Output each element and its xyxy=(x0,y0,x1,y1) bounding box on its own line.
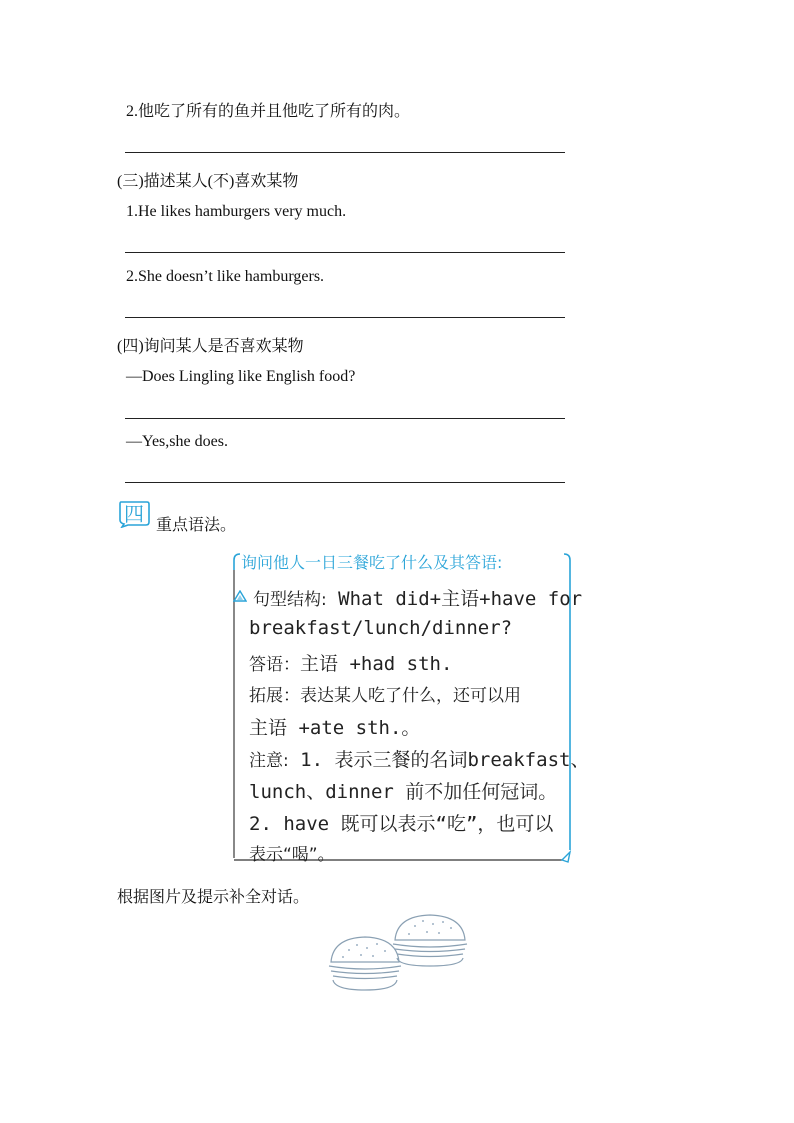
structure-label: 句型结构: xyxy=(253,590,327,610)
note-line-1 xyxy=(249,745,589,772)
section-4-question: —Does Lingling like English food? xyxy=(126,368,356,385)
triangle-bullet-icon xyxy=(233,590,247,602)
item-2-sentence: 2.他吃了所有的鱼并且他吃了所有的肉。 xyxy=(126,103,411,120)
section-3-heading: (三)描述某人(不)喜欢某物 xyxy=(117,173,299,190)
structure-line-2: breakfast/lunch/dinner? xyxy=(249,617,513,639)
note-label: 注意: xyxy=(249,751,289,771)
note-1-text-1: 1. 表示三餐的名词breakfast、 xyxy=(288,749,590,771)
extend-line-2: 主语 +ate sth.。 xyxy=(249,717,421,739)
answer-text: 主语 +had sth. xyxy=(300,653,453,675)
section-3-item-1: 1.He likes hamburgers very much. xyxy=(126,203,347,220)
answer-line-row xyxy=(249,649,452,676)
structure-text-1: What did+主语+have for xyxy=(326,588,583,610)
answer-line xyxy=(125,252,565,253)
structure-line-1 xyxy=(253,584,582,611)
answer-line xyxy=(125,317,565,318)
answer-line xyxy=(125,152,565,153)
grammar-heading: 重点语法。 xyxy=(156,517,237,534)
answer-line xyxy=(125,482,565,483)
badge-label: 四 xyxy=(124,502,144,526)
grammar-box-title: 询问他人一日三餐吃了什么及其答语: xyxy=(241,553,503,572)
answer-line xyxy=(125,418,565,419)
note-line-2: lunch、dinner 前不加任何冠词。 xyxy=(249,781,558,803)
section-4-heading: (四)询问某人是否喜欢某物 xyxy=(117,338,304,355)
section-4-answer: —Yes,she does. xyxy=(126,433,228,450)
section-3-item-2: 2.She doesn’t like hamburgers. xyxy=(126,268,325,285)
extend-label: 拓展： xyxy=(249,686,300,706)
hamburger-illustration xyxy=(325,910,470,995)
note-line-3: 2. have 既可以表示“吃”，也可以 xyxy=(249,813,554,835)
answer-label: 答语： xyxy=(249,655,300,675)
extend-line-1 xyxy=(249,681,521,706)
section-badge xyxy=(118,500,150,528)
exercise-instruction: 根据图片及提示补全对话。 xyxy=(117,889,310,906)
extend-text-1: 表达某人吃了什么，还可以用 xyxy=(300,686,521,706)
note-line-4: 表示“喝”。 xyxy=(249,845,335,865)
